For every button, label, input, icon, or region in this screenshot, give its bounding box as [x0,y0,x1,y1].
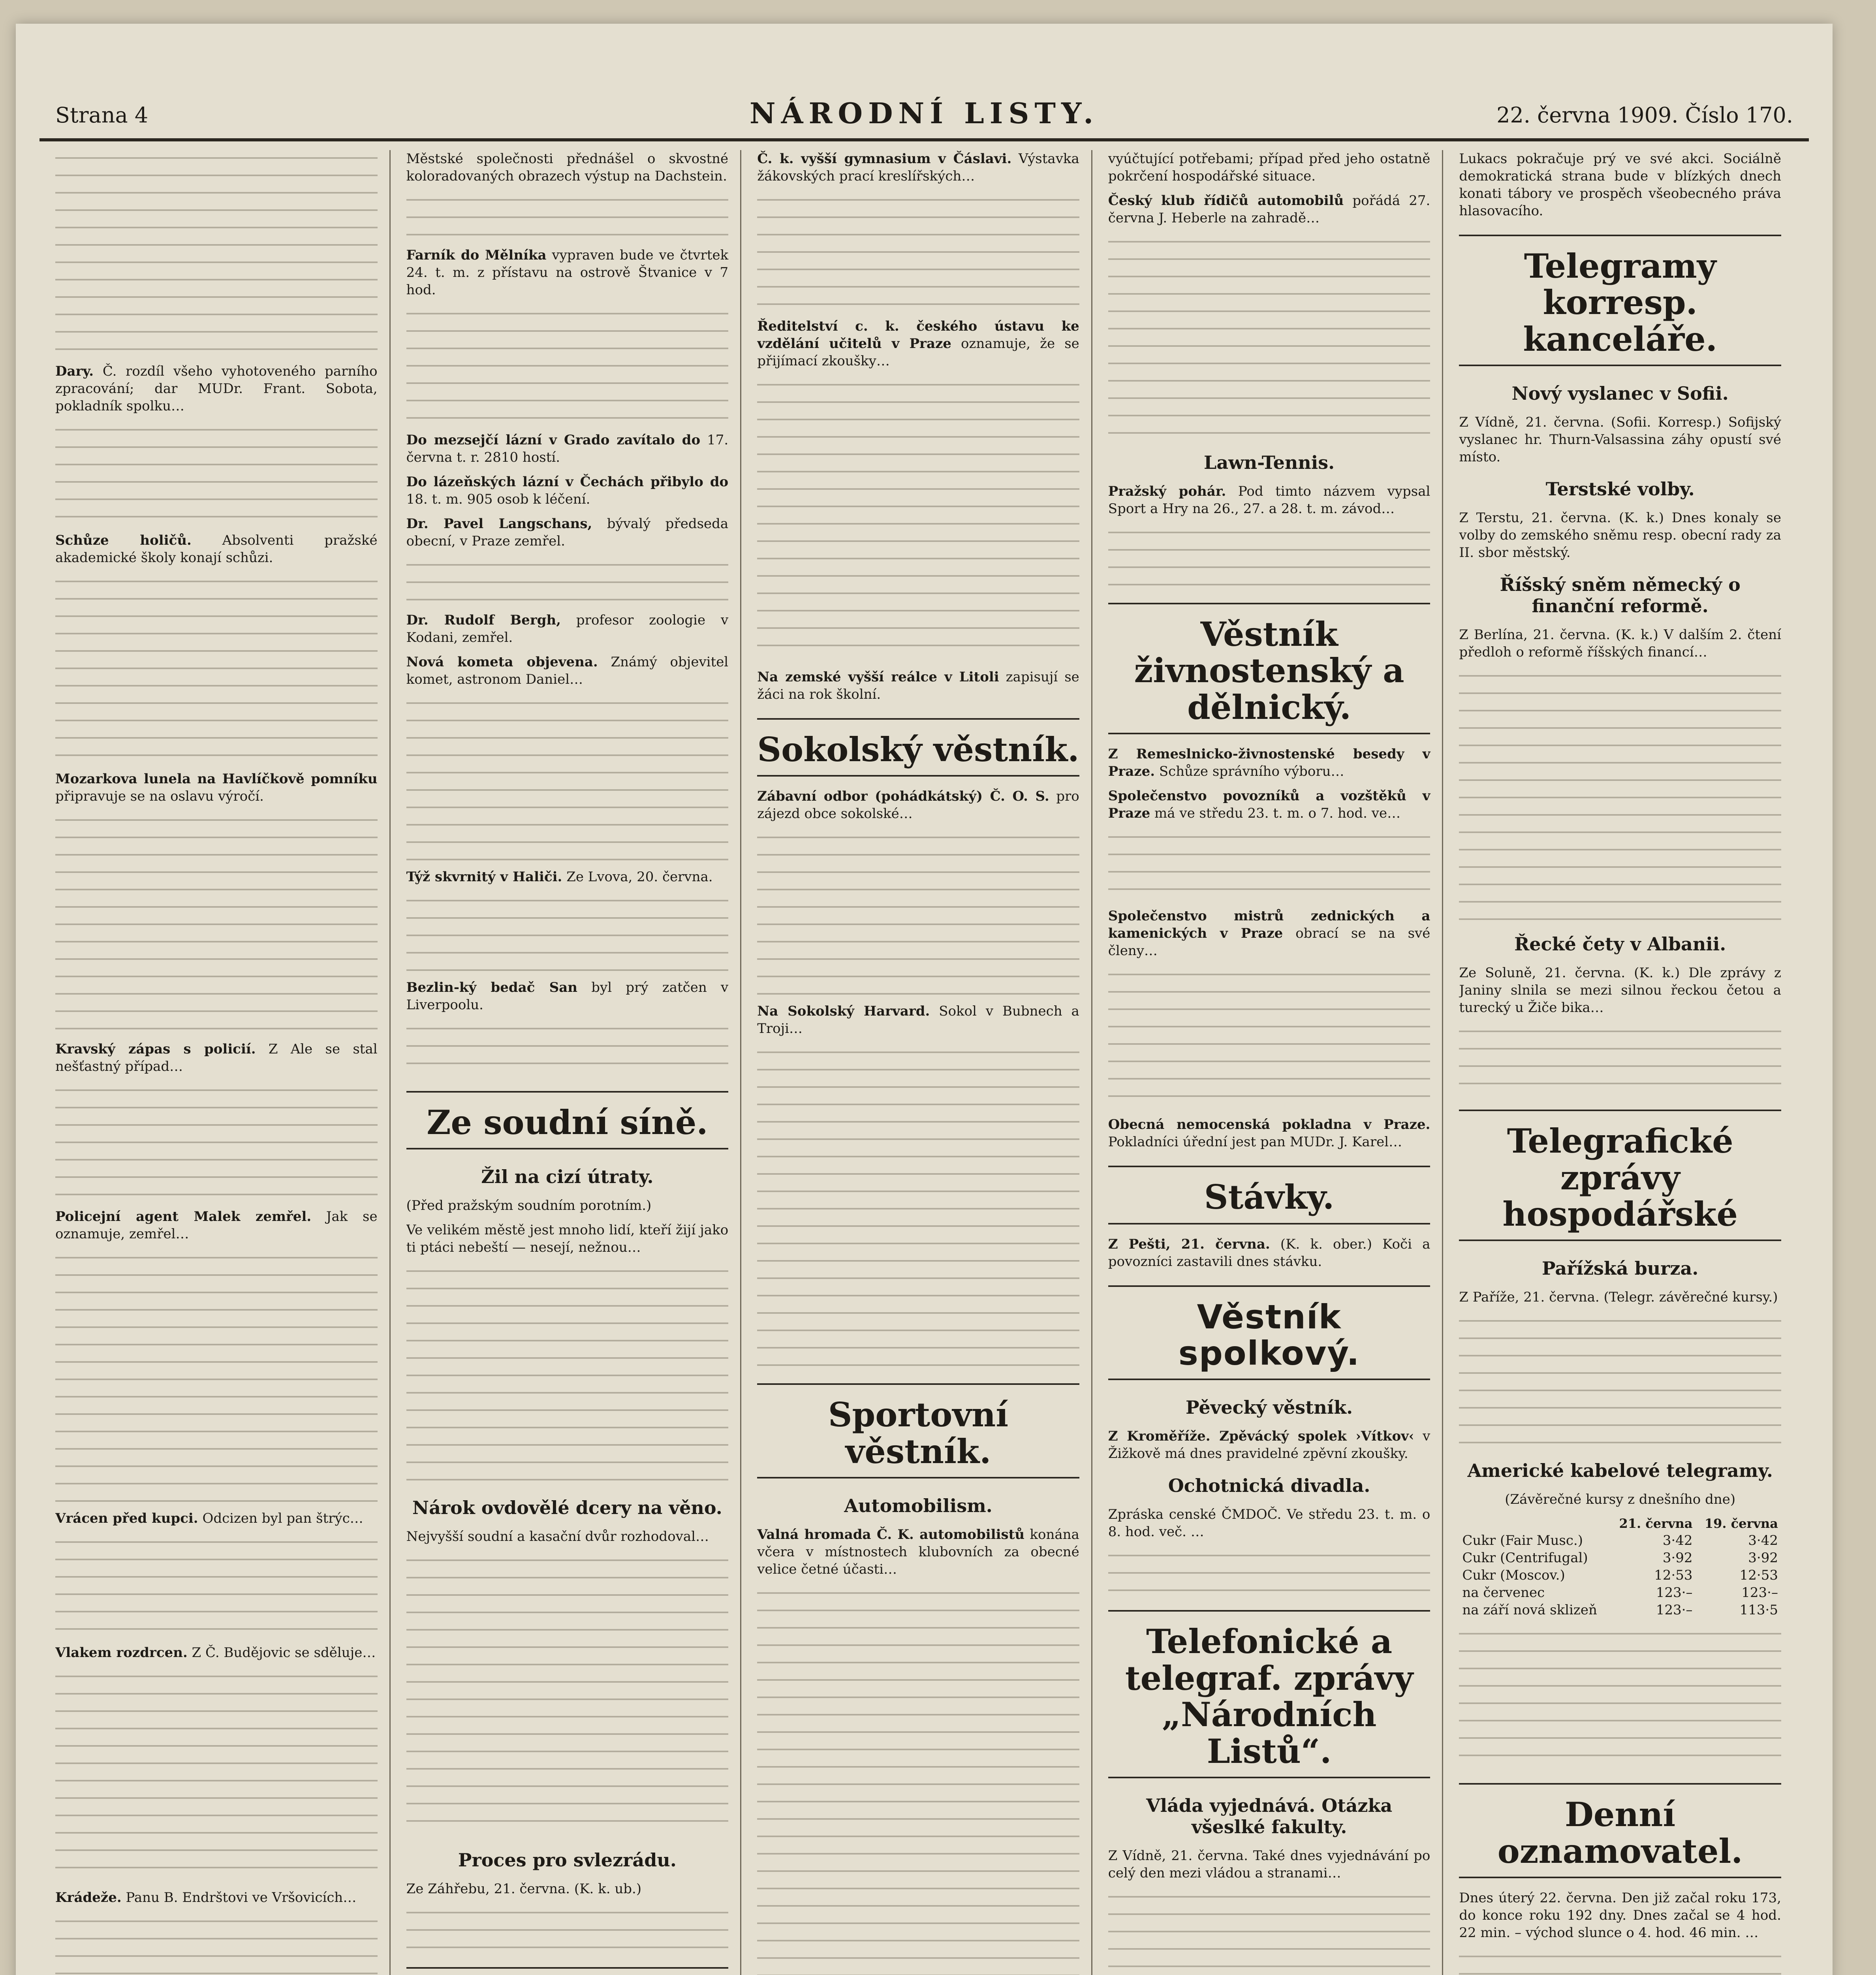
text-block [1108,829,1430,900]
text-block [55,1082,378,1201]
article [406,1880,729,1898]
article-body: Z Ale se stal nešťastný případ… [55,1041,378,1074]
article [406,150,729,185]
article-body: byl prý zatčen v Liverpoolu. [406,980,729,1013]
text-block [55,574,378,763]
section-heading: Telefonické a telegraf. zprávy „Národních Listů“. [1108,1610,1430,1778]
article [1108,787,1430,822]
article [1459,150,1781,220]
article [55,1040,378,1075]
text-block [757,1044,1079,1368]
table-row [1459,1549,1781,1567]
article-head: Vlakem rozdrcen. [55,1645,188,1661]
article-head: Na Sokolský Harvard. [757,1003,930,1019]
article [55,1644,378,1661]
article-body: vyúčtující potřebami; případ před jeho ostatně pokrčení hospodářské situace. [1108,151,1430,184]
article-body: vypraven bude ve čtvrtek 24. t. m. z přístavu na ostrově Štvanice v 7 hod. [406,247,729,298]
article-body: Schůze správního výboru… [1159,764,1344,780]
text-block [1108,967,1430,1109]
article-body: Absolventi pražské akademické školy konají schůzi. [55,532,378,566]
article-head: Ředitelství c. k. českého ústavu ke vzdělání učitelů v Praze [757,318,1079,352]
article-body: (Před pražským soudním porotním.) [406,1198,652,1214]
section-heading: Sokolský věstník. [757,718,1079,777]
article-body: Známý objevitel komet, astronom Daniel… [406,654,729,687]
article-head: Farník do Mělníka [406,247,547,263]
article-body: Panu B. Endrštovi ve Vršovicích… [126,1890,357,1905]
text-block [1459,668,1781,921]
article-body: Zpráska censké ČMDOČ. Ve středu 23. t. m. o 8. hod. več. … [1108,1507,1430,1540]
article-head: Vrácen před kupci. [55,1510,198,1526]
table-cell: 3·42 [1748,1533,1778,1549]
table-cell: na červenec [1462,1585,1545,1601]
column-3 [757,150,1092,1975]
article-body: pořádá 27. června J. Heberle na zahradě… [1108,193,1430,226]
article-head: Bezlin-ký bedač San [406,980,578,995]
article-body: (K. k. ober.) Koči a povozníci zastavili dnes stávku. [1108,1236,1430,1270]
section-heading: Telegrafické zprávy hospodářské [1459,1110,1781,1241]
column-4 [1108,150,1444,1975]
article-title: Americké kabelové telegramy. [1467,1460,1773,1482]
article [1108,1116,1430,1151]
text-block [55,1534,378,1637]
article [757,150,1079,185]
article-head: Z Pešti, 21. června. [1108,1236,1270,1252]
article [406,1528,729,1545]
article [406,868,729,886]
article [1459,964,1781,1016]
article-head: Týž skvrnitý v Haliči. [406,869,562,885]
article-head: Společenstvo povozníků a vozštěků v Praze [1108,788,1430,822]
text-block [1108,234,1430,439]
article [406,1221,729,1256]
article-body: Sokol v Bubnech a Troji… [757,1003,1079,1037]
table-cell: 3·92 [1662,1550,1693,1566]
article-body: Ze Soluně, 21. června. (K. k.) Dle zprávy z Janiny slnila se mezi silnou řeckou četou a turecký u Žiče bika… [1459,965,1781,1016]
article [1108,745,1430,780]
article [406,431,729,466]
table-cell: 12·53 [1739,1567,1778,1584]
text-block [1108,525,1430,588]
article-body: Z Berlína, 21. června. (K. k.) V dalším 2. čtení předloh o reformě říšských financí… [1459,627,1781,660]
article-body: Ze Lvova, 20. června. [566,869,713,885]
article [406,653,729,688]
table-row [1459,1584,1781,1601]
text-block [1108,1889,1430,1975]
article [1459,1889,1781,1941]
article-head: Z Kroměříže. Zpěvácký spolek ›Vítkov‹ [1108,1428,1414,1445]
article-body: Dnes úterý 22. června. Den již začal roku 173, do konce roku 192 dny. Dnes začal se 4 hod. 22 min. – východ slunce o 4. hod. 46 min. … [1459,1890,1781,1941]
section-heading: Stávky. [1108,1166,1430,1224]
article-head: Z Remeslnicko-živnostenské besedy v Praze. [1108,746,1430,780]
article [1108,1847,1430,1882]
article-head: Na zemské vyšší reálce v Litoli [757,669,999,685]
column-5 [1459,150,1793,1975]
article-body: oznamuje, že se přijímací zkoušky… [757,336,1079,369]
table-cell: 3·42 [1662,1533,1693,1549]
article-body: Nejvyšší soudní a kasační dvůr rozhodoval… [406,1529,709,1545]
article-body: pro zájezd obce sokolské… [757,788,1079,822]
newspaper-title: NÁRODNÍ LISTY. [749,96,1099,130]
article [406,611,729,646]
newspaper-page [16,24,1833,1975]
page-number: Strana 4 [55,103,149,128]
article [1459,626,1781,661]
table-cell: Cukr (Moscov.) [1462,1567,1565,1584]
article-title: Žil na cizí útraty. [481,1166,654,1188]
article-head: Č. k. vyšší gymnasium v Čáslavi. [757,151,1012,167]
text-block [55,812,378,1033]
text-block [406,557,729,604]
article-title: Nový vyslanec v Sofii. [1511,383,1729,404]
article-title: Pařížská burza. [1541,1258,1699,1279]
masthead [39,91,1809,141]
text-block [1459,1626,1781,1768]
table-cell: 123·– [1656,1585,1693,1601]
text-block [406,1552,729,1837]
article [1108,192,1430,227]
article-body: připravuje se na oslavu výročí. [55,788,264,804]
text-block [406,695,729,861]
text-block [406,306,729,424]
text-block [1459,1949,1781,1975]
text-block [757,1585,1079,1975]
text-block [1459,1023,1781,1095]
article-head: Do mezsejčí lázní v Grado zavítalo do [406,432,701,448]
article [1108,1506,1430,1540]
table-cell: na září nová sklizeň [1462,1602,1597,1618]
table-row [1459,1567,1781,1584]
article [757,668,1079,703]
article-title: Lawn-Tennis. [1203,452,1335,473]
article-body: Odcizen byl pan štrýc… [202,1510,363,1526]
article [757,1526,1079,1578]
article-body: Z Vídně, 21. června. (Sofii. Korresp.) Sofijský vyslanec hr. Thurn-Valsassina záhy opustí své místo. [1459,414,1781,465]
article-body: Výstavka žákovských prací kreslířských… [757,151,1079,184]
article-body: Z Vídně, 21. června. Také dnes vyjednávání po celý den mezi vládou a stranami… [1108,1847,1430,1881]
text-block [406,893,729,972]
text-block [406,1263,729,1484]
column-header: 21. června [1619,1516,1693,1531]
article-body: Z Paříže, 21. června. (Telegr. závěrečné kursy.) [1459,1289,1778,1305]
section-heading: Věstník živnostenský a dělnický. [1108,603,1430,734]
article-body: v Žižkově má dnes pravidelné zpěvní zkoušky. [1108,1428,1430,1462]
table-cell: 3·92 [1748,1550,1778,1566]
article-head: Zábavní odbor (pohádkátský) Č. O. S. [757,788,1049,805]
article-head: Valná hromada Č. K. automobilistů [757,1527,1025,1543]
text-block [55,1668,378,1882]
article-title: Ochotnická divadla. [1168,1475,1370,1497]
article-body: Č. rozdíl všeho vyhotoveného parního zpracování; dar MUDr. Frant. Sobota, pokladník spolku… [55,363,378,414]
text-block [757,830,1079,995]
section-heading: Sportovní věstník. [757,1383,1079,1478]
market-table [1459,1515,1781,1619]
article-head: Nová kometa objevena. [406,654,598,670]
article [757,1003,1079,1037]
text-block [406,1021,729,1076]
article-head: Český klub řídičů automobilů [1108,193,1344,209]
table-cell: 123·– [1741,1585,1778,1601]
table-row [1459,1532,1781,1549]
article-title: Automobilism. [844,1495,993,1517]
article [406,473,729,508]
text-block [406,1905,729,1952]
article-title: Nárok ovdovělé dcery na věno. [412,1497,722,1519]
article-head: Krádeže. [55,1890,122,1905]
text-block [406,192,729,239]
column-2 [406,150,742,1975]
text-block [757,377,1079,661]
section-heading: Ze soudní síně. [406,1091,729,1149]
article-body: 17. června t. r. 2810 hostí. [406,432,729,465]
article-head: Pražský pohár. [1108,483,1226,499]
column-header: 19. června [1704,1516,1778,1531]
article [757,318,1079,370]
table-header-row [1459,1515,1781,1532]
table-cell: Cukr (Fair Musc.) [1462,1533,1583,1549]
article-head: Kravský zápas s policií. [55,1041,256,1057]
article [1459,509,1781,561]
article [1459,414,1781,466]
section-heading [406,1967,729,1975]
text-block [55,1250,378,1503]
article-title: Terstské volby. [1545,478,1695,500]
article-head: Schůze holičů. [55,532,192,548]
article [55,1889,378,1906]
article-body: obrací se na své členy… [1108,925,1430,959]
section-heading: Telegramy korresp. kanceláře. [1459,235,1781,366]
article [406,515,729,550]
article-head: Dr. Rudolf Bergh, [406,612,561,628]
columns [55,150,1793,1975]
article [406,979,729,1014]
article-head: Dr. Pavel Langschans, [406,516,592,532]
article-body: Ze Záhřebu, 21. června. (K. k. ub.) [406,1881,642,1897]
text-block [1459,1313,1781,1447]
article [406,1197,729,1214]
article-body: Lukacs pokračuje prý ve své akci. Sociálně demokratická strana bude v blízkých dnech konati tábory ve prospěch všeobecného práva hlasovacího. [1459,151,1781,219]
article-body: konána včera v místnostech klubovních za obecné velice četné účasti… [757,1527,1079,1578]
article-body: Z Terstu, 21. června. (K. k.) Dnes konaly se volby do zemského sněmu resp. obecní rady za II. sbor městský. [1459,510,1781,561]
article-title: Říšský sněm německý o finanční reformě. [1500,574,1741,617]
table-cell: 113·5 [1739,1602,1778,1618]
article [1459,1288,1781,1306]
column-1 [55,150,391,1975]
article [55,770,378,805]
article-head: Dary. [55,363,94,379]
article [55,363,378,415]
text-block [757,192,1079,310]
article-body: profesor zoologie v Kodani, zemřel. [406,612,729,645]
column-header [1459,1515,1610,1532]
article-body: Městské společnosti přednášel o skvostné koloradovaných obrazech výstup na Dachstein. [406,151,729,184]
article-head: Do lázeňských lázní v Čechách přibylo do [406,474,729,490]
table-row [1459,1601,1781,1619]
text-block [55,150,378,356]
article-body: zapisují se žáci na rok školní. [757,669,1079,702]
section-heading: Denní oznamovatel. [1459,1783,1781,1878]
article-body: Pokladníci úřední jest pan MUDr. J. Karel… [1108,1134,1402,1150]
issue-date: 22. června 1909. Číslo 170. [1496,103,1793,128]
article [55,532,378,566]
article-body: má ve středu 23. t. m. o 7. hod. ve… [1154,805,1401,822]
text-block [1108,1548,1430,1595]
article-subtitle: (Závěrečné kursy z dnešního dne) [1505,1492,1736,1508]
section-heading: Věstník spolkový. [1108,1285,1430,1381]
article [55,1208,378,1243]
article [1108,907,1430,959]
text-block [55,1913,378,1975]
article [406,246,729,299]
article-body: Jak se oznamuje, zemřel… [55,1209,378,1242]
table-cell: Cukr (Centrifugal) [1462,1550,1588,1566]
article-body: Pod timto názvem vypsal Sport a Hry na 26., 27. a 28. t. m. závod… [1108,483,1430,517]
article-head: Mozarkova lunela na Havlíčkově pomníku [55,771,378,787]
article-body: 18. t. m. 905 osob k léčení. [406,491,590,507]
article-head: Obecná nemocenská pokladna v Praze. [1108,1117,1430,1133]
article-head: Policejní agent Malek zemřel. [55,1209,312,1224]
article [757,788,1079,822]
table-cell: 12·53 [1654,1567,1693,1584]
article [1108,1428,1430,1462]
article-body: bývalý předseda obecní, v Praze zemřel. [406,516,729,549]
article-title: Řecké čety v Albanii. [1514,933,1726,955]
article-title: Pěvecký věstník. [1185,1397,1353,1418]
article [55,1510,378,1527]
article [1108,150,1430,185]
article-body: Z Č. Budějovic se sděluje… [192,1645,376,1661]
article [1108,483,1430,517]
table-cell: 123·– [1656,1602,1693,1618]
article-title: Proces pro svlezrádu. [458,1849,677,1871]
article-title: Vláda vyjednává. Otázka všeslké fakulty. [1146,1794,1393,1838]
article-head: Společenstvo mistrů zednických a kamenických v Praze [1108,908,1430,942]
article [1108,1236,1430,1270]
article-body: Ve velikém městě jest mnoho lidí, kteří žijí jako ti ptáci nebeští — nesejí, nežnou… [406,1222,729,1256]
text-block [55,422,378,525]
